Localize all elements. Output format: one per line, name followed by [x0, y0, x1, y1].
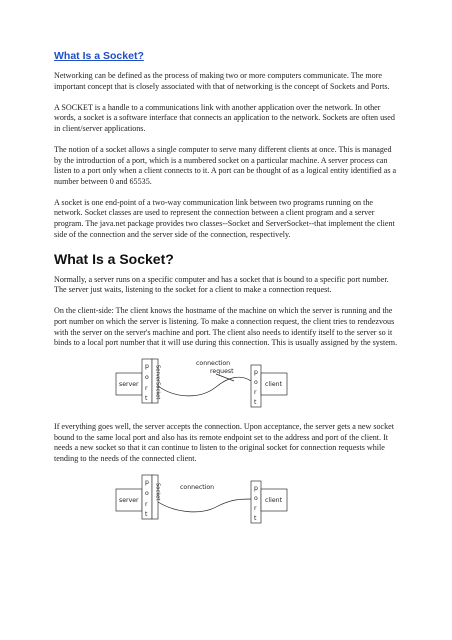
- port-letter: t: [145, 395, 148, 403]
- port-letter: p: [254, 485, 258, 493]
- port-letter: o: [254, 379, 258, 387]
- section-heading: What Is a Socket?: [54, 250, 174, 267]
- port-letter: t: [254, 399, 257, 407]
- connection-label: connection: [180, 484, 215, 492]
- port-letter: o: [145, 490, 149, 498]
- connection-request-curve: [158, 377, 251, 396]
- paragraph-client-side: On the client-side: The client knows the hostname of the machine on which the server is running and the port number on which the server is listening. To make a connection request, the client tries to rendezvous with the server on the server's machine and port. The client also needs to identify itself to the server so it binds to a local port number that it will use during this connection. This is usually assigned by the system.: [54, 306, 398, 348]
- diagram-svg: [116, 475, 296, 525]
- paragraph-server-runs: Normally, a server runs on a specific computer and has a socket that is bound to a specific port number. The server just waits, listening to the socket for a client to make a connection request.: [54, 274, 389, 295]
- document-page: [54, 50, 400, 538]
- server-label: server: [119, 497, 139, 505]
- client-label: client: [265, 497, 282, 505]
- server-socket-label: Socket: [154, 483, 161, 501]
- port-letter: p: [145, 363, 149, 371]
- paragraph-port-notion: The notion of a socket allows a single computer to serve many different clients at once. This is managed by the introduction of a port, which is a numbered socket on a particular machine. A server process can listen to a port only when a client connects to it. A port can be thought of as a logical entity identified as a number between 0 and 65535.: [54, 144, 397, 186]
- paragraph-endpoint: A socket is one end-point of a two-way communication link between two programs running on the network. Socket classes are used to represent the connection between a client program and a server program. The java.net package provides two classes--Socket and ServerSocket--that implement the client side of the connection and the server side of the connection, respectively.: [54, 197, 395, 239]
- port-letter: o: [254, 495, 258, 503]
- paragraph-server-accepts: If everything goes well, the server accepts the connection. Upon acceptance, the server gets a new socket bound to the same local port and also has its remote endpoint set to the address and port of the client. It needs a new socket so that it can continue to listen to the original socket for connection requests while tending to the needs of the connected client.: [54, 422, 395, 464]
- port-letter: p: [254, 369, 258, 377]
- client-label: client: [265, 381, 282, 389]
- port-letter: r: [145, 501, 148, 509]
- port-letter: t: [145, 511, 148, 519]
- connected-diagram: [116, 475, 296, 525]
- paragraph-networking: Networking can be defined as the process of making two or more computers communicate. The more important concept that is closely associated with that of networking is the concept of Sockets and Ports.: [54, 71, 390, 91]
- port-letter: o: [145, 374, 149, 382]
- paragraph-socket-handle: A SOCKET is a handle to a communications link with another application over the network. In other words, a socket is a software interface that connects an application to the network. Sockets are often used in client/server applications.: [54, 102, 395, 133]
- request-label: request: [210, 368, 234, 376]
- port-letter: r: [145, 385, 148, 393]
- port-letter: t: [254, 515, 257, 523]
- server-socket-label: ServerSocket: [154, 365, 161, 400]
- section-title-link[interactable]: What Is a Socket?: [54, 50, 144, 62]
- server-label: server: [119, 381, 139, 389]
- request-pointer-line: [216, 374, 234, 381]
- connection-label: connection: [196, 360, 231, 368]
- port-letter: r: [254, 389, 257, 397]
- connection-curve: [158, 499, 251, 512]
- port-letter: r: [254, 505, 257, 513]
- connection-request-diagram: [116, 359, 296, 409]
- port-letter: p: [145, 479, 149, 487]
- diagram-svg: [116, 359, 296, 409]
